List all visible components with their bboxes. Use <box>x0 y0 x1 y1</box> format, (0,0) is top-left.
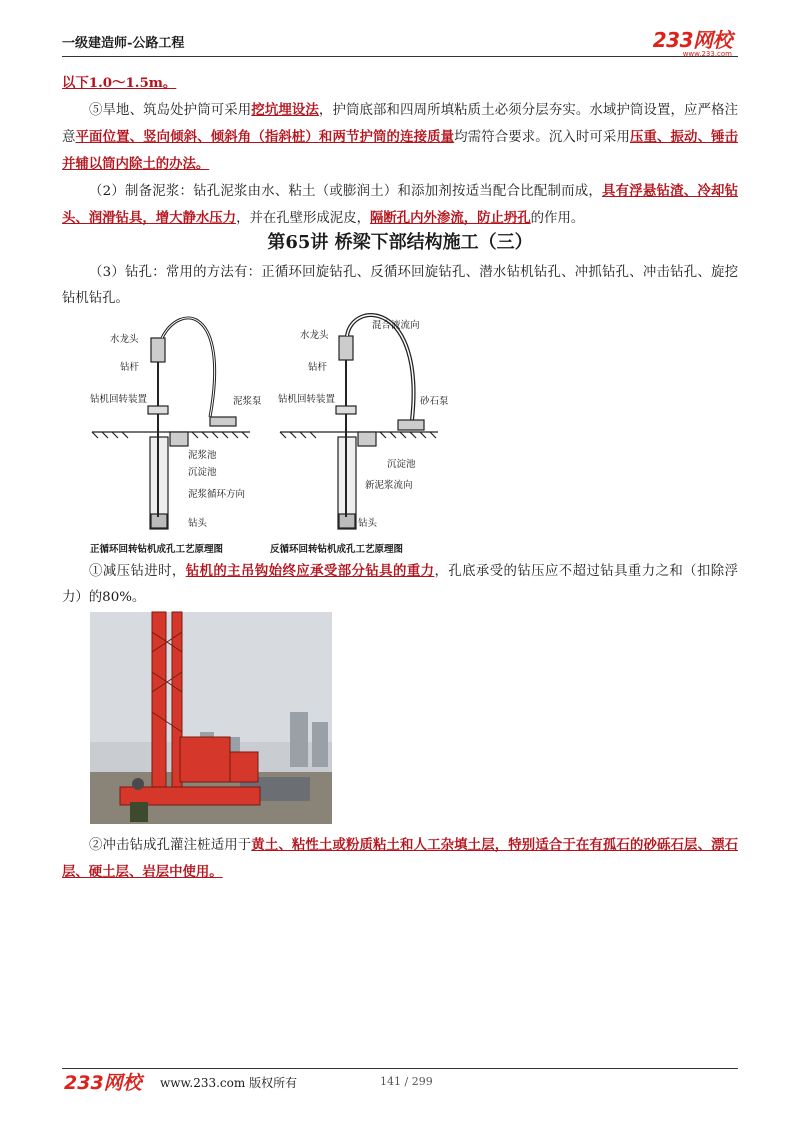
section-title: 第65讲 桥梁下部结构施工（三） <box>267 232 533 253</box>
header-logo-text: 233网校 <box>652 28 732 52</box>
drilling-rig-photo <box>90 612 332 824</box>
label-right-rod: 钻杆 <box>308 362 328 373</box>
paragraph-1 <box>62 70 738 97</box>
highlight-text: 以下1.0～1.5m。 <box>62 75 177 91</box>
paragraph-6 <box>62 832 738 886</box>
label-right-pump: 砂石泵 <box>420 396 449 407</box>
paragraph-5 <box>62 558 738 611</box>
footer-logo: 233网校 <box>64 1072 142 1094</box>
label-right-mix-flow: 混合液流向 <box>372 320 420 331</box>
highlight-text: 平面位置、竖向倾斜、倾斜角（指斜桩）和两节护筒的连接质量 <box>75 129 455 145</box>
document-body <box>62 70 738 232</box>
drilling-diagram <box>90 312 449 562</box>
paragraph-2 <box>62 97 738 178</box>
caption-right: 反循环回转钻机成孔工艺原理图 <box>270 544 404 555</box>
highlight-text: 挖坑埋设法 <box>251 102 319 118</box>
body-text: ①减压钻进时， <box>89 564 186 579</box>
body-text: ，孔底承受的钻压应不超过钻具重力之和（扣除浮力）的80%。 <box>62 564 739 605</box>
highlight-text: 压重、振动、锤击并辅以筒内除土的办法。 <box>62 129 739 172</box>
highlight-text: 具有浮悬钻渣、冷却钻头、润滑钻具，增大静水压力 <box>62 183 738 226</box>
label-left-swivel: 水龙头 <box>110 334 139 345</box>
document-body-4 <box>62 832 738 886</box>
body-text: ，并在孔壁形成泥皮， <box>236 211 370 226</box>
header-logo-url: www.233.com <box>682 50 732 58</box>
body-text: ②冲击钻成孔灌注桩适用于 <box>89 838 252 853</box>
caption-left: 正循环回转钻机成孔工艺原理图 <box>90 544 224 555</box>
header-divider <box>62 56 738 57</box>
page-number: 141 / 299 <box>380 1075 433 1088</box>
label-left-pump: 泥浆泵 <box>233 396 262 407</box>
header-title: 一级建造师-公路工程 <box>62 36 185 51</box>
header-logo <box>653 24 732 58</box>
label-left-rotary: 钻机回转装置 <box>90 394 148 405</box>
label-left-flow: 泥浆循环方向 <box>188 489 246 500</box>
label-left-settle-pit: 沉淀池 <box>188 467 217 478</box>
label-left-rod: 钻杆 <box>120 362 140 373</box>
paragraph-3 <box>62 178 738 232</box>
label-right-new-flow: 新泥浆流向 <box>365 480 413 491</box>
label-right-swivel: 水龙头 <box>300 330 329 341</box>
highlight-text: 隔断孔内外渗流，防止坍孔 <box>369 210 531 226</box>
label-right-settle-pit: 沉淀池 <box>387 459 416 470</box>
body-text: ⑤旱地、筑岛处护筒可采用 <box>89 103 252 118</box>
document-body-3 <box>62 558 738 611</box>
paragraph-4: （3）钻孔：常用的方法有：正循环回旋钻孔、反循环回旋钻孔、潜水钻机钻孔、冲抓钻孔、冲击钻孔、旋挖钻机钻孔。 <box>62 265 738 306</box>
footer-divider <box>62 1068 738 1069</box>
highlight-text: 黄土、粘性土或粉质粘土和人工杂填土层，特别适合于在有孤石的砂砾石层、漂石层、硬土层、岩层中使用。 <box>62 837 739 880</box>
label-left-bit: 钻头 <box>188 518 208 529</box>
label-right-bit: 钻头 <box>358 518 378 529</box>
body-text: （2）制备泥浆：钻孔泥浆由水、粘土（或膨润土）和添加剂按适当配合比配制而成， <box>89 184 602 199</box>
label-left-mud-pit: 泥浆池 <box>188 450 217 461</box>
highlight-text: 钻机的主吊钩始终应承受部分钻具的重力 <box>185 563 435 579</box>
document-body-2 <box>62 260 738 312</box>
body-text: 均需符合要求。沉入时可采用 <box>454 130 630 145</box>
label-right-rotary: 钻机回转装置 <box>278 394 336 405</box>
body-text: ，护筒底部和四周所填粘质土必须分层夯实。水域护筒设置，应严格注意 <box>62 103 739 145</box>
footer-copyright: www.233.com 版权所有 <box>160 1076 298 1090</box>
body-text: 的作用。 <box>530 211 585 226</box>
